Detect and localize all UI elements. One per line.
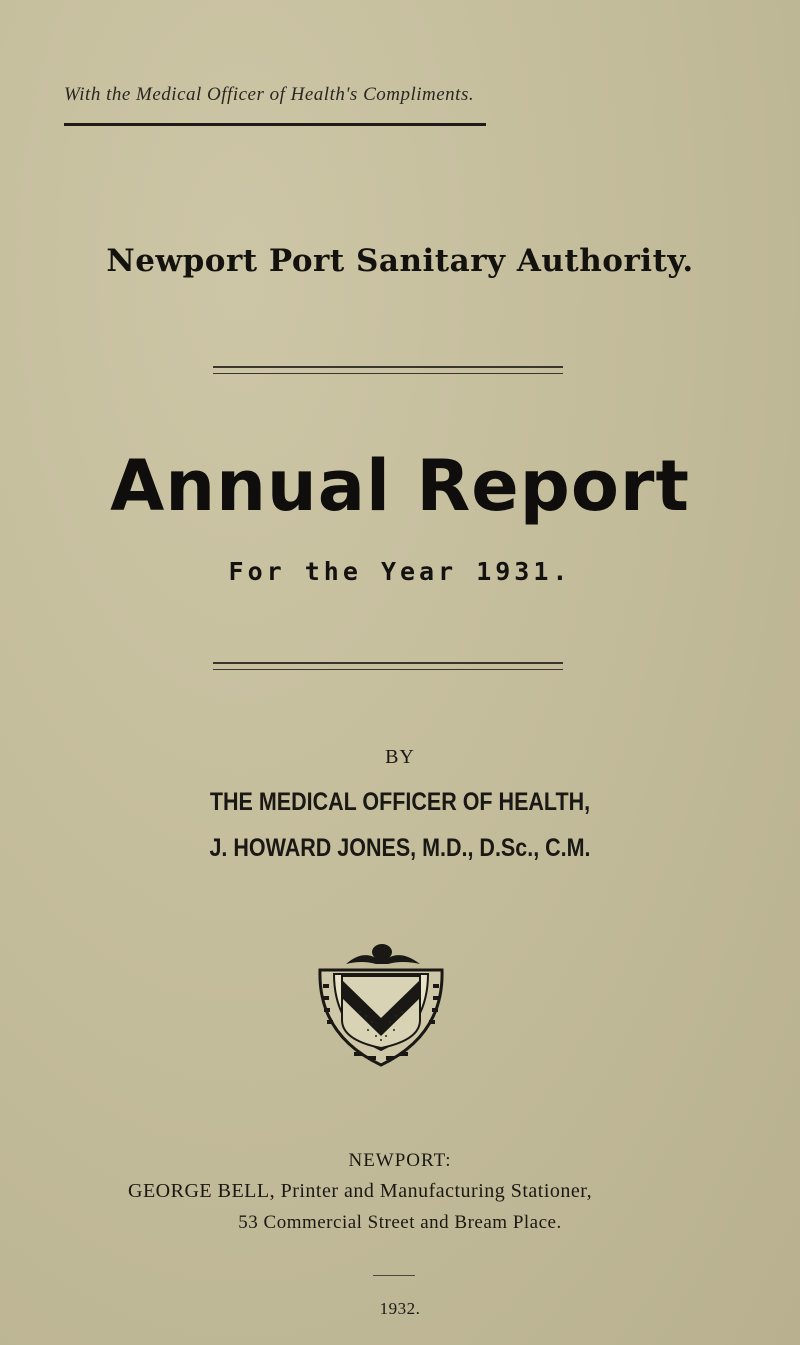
report-title: Annual Report [110, 445, 690, 527]
double-rule-top [213, 366, 563, 374]
imprint-printer: GEORGE BELL, Printer and Manufacturing Stationer, [128, 1180, 593, 1202]
imprint-place: NEWPORT: [348, 1150, 452, 1171]
imprint-address: 53 Commercial Street and Bream Place. [238, 1212, 562, 1233]
compliments-underline [64, 123, 486, 126]
author-name: J. HOWARD JONES, M.D., D.Sc., C.M. [209, 834, 591, 862]
imprint-divider [373, 1275, 415, 1276]
report-year-line: For the Year 1931. [228, 557, 572, 586]
compliments-line: With the Medical Officer of Health's Compliments. [64, 84, 475, 105]
imprint-year: 1932. [379, 1299, 421, 1318]
borough-crest-icon [310, 940, 452, 1070]
double-rule-bottom [213, 662, 563, 670]
author-office: THE MEDICAL OFFICER OF HEALTH, [209, 788, 591, 816]
authority-heading: Newport Port Sanitary Authority. [106, 243, 694, 279]
by-label: BY [385, 746, 415, 768]
